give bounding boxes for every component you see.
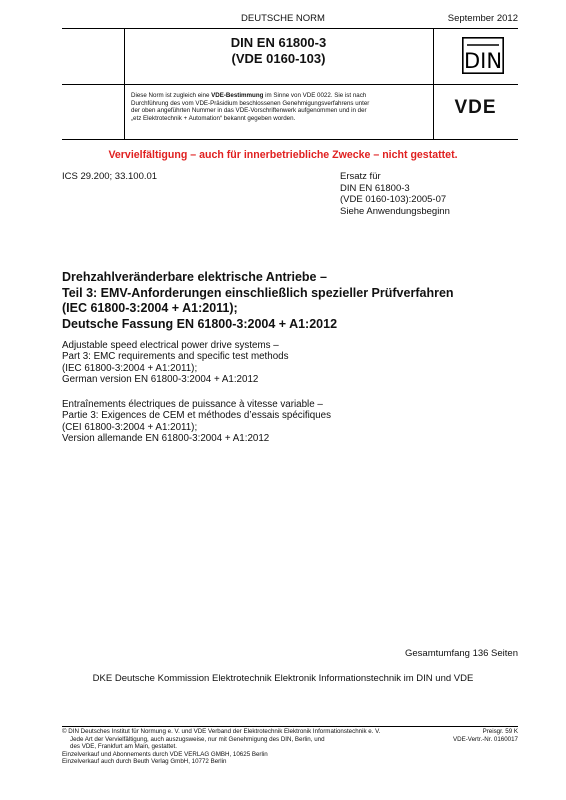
vde-logo-text: VDE: [454, 97, 497, 118]
vde-notice-line: der oben angeführten Nummer in das VDE-Vorschriftenwerk aufgenommen und in der: [131, 107, 367, 115]
vde-notice-bold: VDE-Bestimmung: [211, 92, 264, 99]
vde-number: (VDE 0160-103): [231, 51, 326, 66]
title-english-line: German version EN 61800-3:2004 + A1:2012: [62, 373, 259, 385]
title-german: [62, 270, 454, 332]
title-german-line: Deutsche Fassung EN 61800-3:2004 + A1:2012: [62, 316, 338, 331]
header-divider-middle: [62, 84, 518, 85]
vde-notice-intro-end: im Sinne von VDE 0022. Sie ist nach: [263, 92, 367, 99]
footer-price-info: [453, 728, 518, 743]
title-german-line: (IEC 61800-3:2004 + A1:2011);: [62, 301, 238, 315]
header-divider-bottom: [62, 139, 518, 140]
dke-committee: DKE Deutsche Kommission Elektrotechnik Elektronik Informationstechnik im DIN und VDE: [92, 673, 474, 684]
vde-notice-line: „etz Elektrotechnik + Automation“ bekannt gegeben worden.: [131, 114, 296, 122]
title-french-line: Entraînements électriques de puissance à vitesse variable –: [62, 399, 323, 410]
total-pages: Gesamtumfang 136 Seiten: [404, 648, 518, 659]
title-english: [62, 340, 289, 385]
title-english-line: Part 3: EMC requirements and specific test methods: [62, 351, 289, 363]
din-number: DIN EN 61800-3: [230, 35, 327, 50]
footer-copyright: [62, 728, 442, 766]
replacement-line: Ersatz für: [340, 171, 381, 182]
title-french-line: (CEI 61800-3:2004 + A1:2011);: [62, 421, 198, 433]
title-english-line: Adjustable speed electrical power drive systems –: [62, 340, 279, 351]
norm-type-label: DEUTSCHE NORM: [241, 13, 325, 24]
price-group: Preisgr. 59 K: [482, 728, 518, 735]
vde-sales-number: VDE-Vertr.-Nr. 0160017: [453, 735, 518, 743]
title-german-line: Drehzahlveränderbare elektrische Antriebe –: [62, 270, 327, 284]
vde-logo: [433, 97, 518, 119]
ics-classification: ICS 29.200; 33.100.01: [62, 171, 158, 182]
header-divider-top: [62, 28, 518, 29]
vde-notice: [131, 92, 431, 122]
din-logo-icon: [462, 37, 504, 74]
copyright-line: Jede Art der Vervielfältigung, auch auszugsweise, nur mit Genehmigung des DIN, Berlin, und: [70, 735, 325, 743]
din-logo: [462, 37, 504, 74]
reproduction-notice: Vervielfältigung – auch für innerbetriebliche Zwecke – nicht gestattet.: [108, 149, 458, 161]
copyright-line: des VDE, Frankfurt am Main, gestattet.: [70, 743, 177, 751]
svg-text:DIN: DIN: [463, 49, 503, 73]
document-number: [124, 35, 433, 67]
sales-line: Einzelverkauf und Abonnements durch VDE VERLAG GMBH, 10625 Berlin: [62, 750, 268, 758]
title-french-line: Partie 3: Exigences de CEM et méthodes d’essais spécifiques: [62, 410, 332, 422]
title-german-line: Teil 3: EMV-Anforderungen einschließlich spezieller Prüfverfahren: [62, 285, 454, 300]
replacement-line: Siehe Anwendungsbeginn: [340, 205, 450, 217]
replacement-line: (VDE 0160-103):2005-07: [340, 194, 447, 205]
title-french: [62, 399, 331, 444]
publication-date: September 2012: [447, 13, 518, 24]
title-french-line: Version allemande EN 61800-3:2004 + A1:2012: [62, 432, 270, 444]
footer-divider: [62, 726, 518, 727]
title-english-line: (IEC 61800-3:2004 + A1:2011);: [62, 362, 198, 374]
vde-notice-line: Durchführung des vom VDE-Präsidium beschlossenen Genehmigungsverfahrens unter: [131, 99, 370, 107]
sales-line: Einzelverkauf auch durch Beuth Verlag GmbH, 10772 Berlin: [62, 758, 227, 766]
replacement-line: DIN EN 61800-3: [340, 182, 410, 194]
replacement-info: [340, 171, 450, 217]
vde-notice-intro: Diese Norm ist zugleich eine: [131, 92, 212, 99]
copyright-line: © DIN Deutsches Institut für Normung e. V. und VDE Verband der Elektrotechnik Elektronik Informationstechnik e. V.: [62, 728, 381, 735]
header-column-divider-right: [433, 28, 434, 139]
